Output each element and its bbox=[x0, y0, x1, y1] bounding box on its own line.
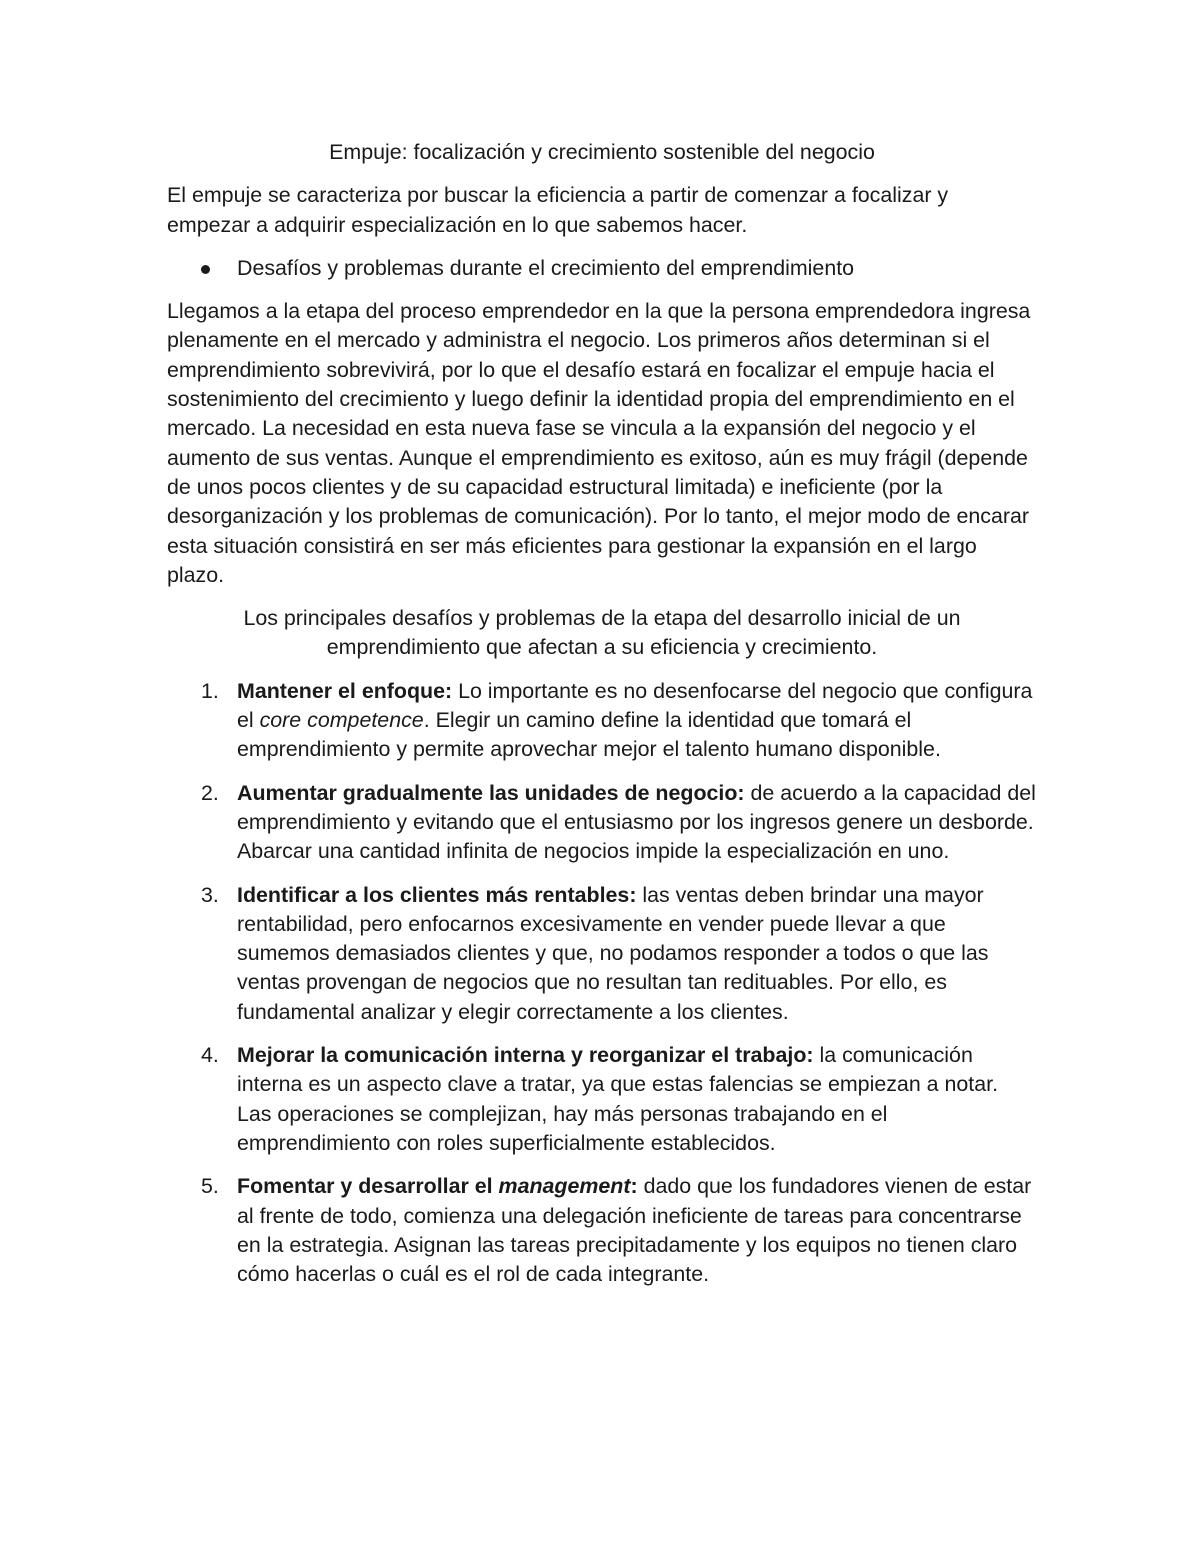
item-heading: Aumentar gradualmente las unidades de negocio: bbox=[237, 780, 745, 805]
bullet-text: Desafíos y problemas durante el crecimiento del emprendimiento bbox=[237, 255, 855, 280]
item-text: de acuerdo a la capacidad del emprendimiento y evitando que el entusiasmo por los ingresos genere un desborde. Abarcar una cantidad infinita de negocios impide la especialización en uno. bbox=[237, 780, 1036, 864]
item-heading: Identificar a los clientes más rentables: bbox=[237, 882, 637, 907]
list-number: 1. bbox=[201, 678, 219, 703]
item-text: dado que los fundadores vienen de estar al frente de todo, comienza una delegación ineficiente de tareas para concentrarse en la estrategia. Asignan las tareas precipitadamente y los equipos no tienen claro cómo hacerlas o cuál es el rol de cada integrante. bbox=[237, 1174, 1032, 1287]
list-item-3 bbox=[167, 881, 1037, 1027]
document-title: Empuje: focalización y crecimiento sostenible del negocio bbox=[329, 140, 875, 164]
list-number: 2. bbox=[201, 780, 219, 805]
item-text: Lo importante es no desenfocarse del negocio que configura el bbox=[237, 678, 1033, 733]
document-page bbox=[167, 138, 1037, 1303]
item-text: la comunicación interna es un aspecto clave a tratar, ya que estas falencias se empiezan a notar. Las operaciones se complejizan, hay más personas trabajando en el emprendimiento con roles superficialmente establecidos. bbox=[237, 1043, 999, 1155]
body-paragraph: Llegamos a la etapa del proceso emprendedor en la que la persona emprendedora ingresa plenamente en el mercado y administra el negocio. Los primeros años determinan si el emprendimiento sobrevivirá, por lo que el desafío estará en focalizar el empuje hacia el sostenimiento del crecimiento y luego definir la identidad propia del emprendimiento en el mercado. La necesidad en esta nueva fase se vincula a la expansión del negocio y el aumento de sus ventas. Aunque el emprendimiento es exitoso, aún es muy frágil (depende de unos pocos clientes y de su capacidad estructural limitada) e ineficiente (por la desorganización y los problemas de comunicación). Por lo tanto, el mejor modo de encarar esta situación consistirá en ser más eficientes para gestionar la expansión en el largo plazo. bbox=[167, 299, 1031, 587]
item-text: las ventas deben brindar una mayor rentabilidad, pero enfocarnos excesivamente en vender puede llevar a que sumemos demasiados clientes y que, no podamos responder a todos o que las ventas provengan de negocios que no resultan tan redituables. Por ello, es fundamental analizar y elegir correctamente a los clientes. bbox=[237, 882, 989, 1024]
list-item-2 bbox=[167, 779, 1037, 867]
item-bold-italic-term: management bbox=[498, 1174, 631, 1199]
list-item-1 bbox=[167, 677, 1037, 765]
item-italic-term: core competence bbox=[259, 708, 424, 733]
item-text-continued: . Elegir un camino define la identidad que tomará el emprendimiento y permite aprovechar mejor el talento humano disponible. bbox=[237, 708, 941, 762]
item-heading-colon: : bbox=[630, 1174, 638, 1199]
item-heading: Fomentar y desarrollar el bbox=[237, 1174, 499, 1199]
list-item-4 bbox=[167, 1041, 1037, 1158]
list-item-5 bbox=[167, 1172, 1037, 1289]
list-heading: Los principales desafíos y problemas de la etapa del desarrollo inicial de un emprendimiento que afectan a su eficiencia y crecimiento. bbox=[243, 606, 961, 660]
item-heading: Mejorar la comunicación interna y reorganizar el trabajo: bbox=[237, 1043, 814, 1068]
intro-paragraph: El empuje se caracteriza por buscar la eficiencia a partir de comenzar a focalizar y empezar a adquirir especialización en lo que sabemos hacer. bbox=[167, 183, 949, 237]
bullet-dot-icon bbox=[201, 265, 210, 274]
item-heading: Mantener el enfoque: bbox=[237, 678, 453, 703]
list-number: 3. bbox=[201, 882, 219, 907]
bullet-item bbox=[167, 254, 1037, 283]
bullet-list bbox=[167, 254, 1037, 283]
challenges-list bbox=[167, 677, 1037, 1290]
list-number: 5. bbox=[201, 1174, 219, 1199]
list-number: 4. bbox=[201, 1043, 219, 1068]
